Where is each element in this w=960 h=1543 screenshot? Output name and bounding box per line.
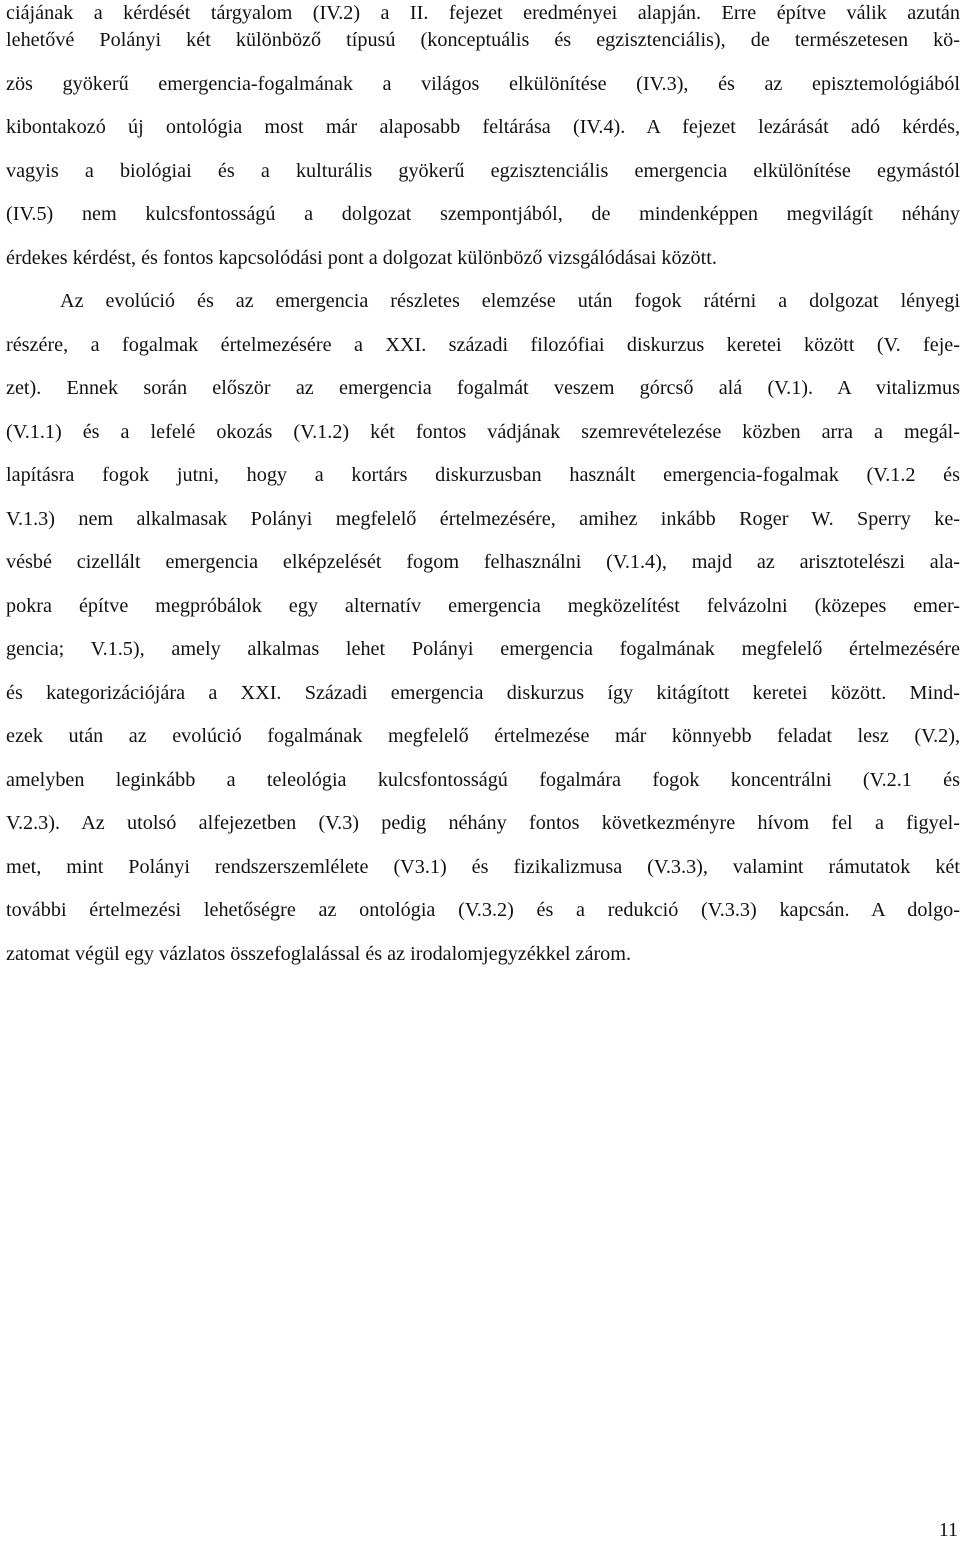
text-line: érdekes kérdést, és fontos kapcsolódási pont a dolgozat különböző vizsgálódásai között. (6, 246, 717, 269)
text-line: amelyben leginkább a teleológia kulcsfontosságú fogalmára fogok koncentrálni (V.2.1 és (6, 768, 960, 791)
body-text (6, 0, 960, 984)
text-line: (IV.5) nem kulcsfontosságú a dolgozat szempontjából, de mindenképpen megvilágít néhány (6, 203, 960, 225)
text-line: és kategorizációjára a XXI. Századi emergencia diskurzus így kitágított keretei között. Mind- (6, 681, 960, 704)
text-line: ezek után az evolúció fogalmának megfelelő értelmezése már könnyebb feladat lesz (V.2), (6, 725, 960, 747)
text-line: Az evolúció és az emergencia részletes elemzése után fogok rátérni a dolgozat lényegi (60, 290, 960, 312)
text-line: pokra építve megpróbálok egy alternatív emergencia megközelítést felvázolni (közepes emer- (6, 594, 960, 617)
text-line: vagyis a biológiai és a kulturális gyökerű egzisztenciális emergencia elkülönítése egymástól (6, 159, 960, 182)
text-line: gencia; V.1.5), amely alkalmas lehet Polányi emergencia fogalmának megfelelő értelmezésére (6, 638, 960, 660)
text-line: zatomat végül egy vázlatos összefoglalással és az irodalomjegyzékkel zárom. (6, 942, 632, 965)
text-line: met, mint Polányi rendszerszemlélete (V3.1) és fizikalizmusa (V.3.3), valamint rámutatok két (6, 855, 960, 878)
text-line: (V.1.1) és a lefelé okozás (V.1.2) két fontos vádjának szemrevételezése közben arra a megál- (6, 420, 960, 443)
text-line: zet). Ennek során először az emergencia fogalmát veszem górcső alá (V.1). A vitalizmus (6, 377, 960, 399)
text-line: zös gyökerű emergencia-fogalmának a világos elkülönítése (IV.3), és az episztemológiából (6, 72, 960, 95)
text-line: további értelmezési lehetőségre az ontológia (V.3.2) és a redukció (V.3.3) kapcsán. A dolgo- (6, 899, 960, 921)
text-line: lehetővé Polányi két különböző típusú (konceptuális és egzisztenciális), de természetesen kö- (6, 29, 960, 51)
text-line: V.2.3). Az utolsó alfejezetben (V.3) pedig néhány fontos következményre hívom fel a figyel- (6, 812, 960, 834)
text-line: V.1.3) nem alkalmasak Polányi megfelelő értelmezésére, amihez inkább Roger W. Sperry ke- (6, 507, 960, 530)
text-line: részére, a fogalmak értelmezésére a XXI. századi filozófiai diskurzus keretei között (V. feje- (6, 333, 960, 356)
text-line: vésbé cizellált emergencia elképzelését fogom felhasználni (V.1.4), majd az arisztotelészi ala- (6, 551, 960, 573)
page-number: 11 (938, 1519, 958, 1541)
text-line: ciájának a kérdését tárgyalom (IV.2) a II. fejezet eredményei alapján. Erre építve válik azután (6, 2, 960, 24)
text-line: lapításra fogok jutni, hogy a kortárs diskurzusban használt emergencia-fogalmak (V.1.2 és (6, 464, 960, 486)
text-line: kibontakozó új ontológia most már alaposabb feltárása (IV.4). A fejezet lezárását adó kérdés, (6, 116, 960, 138)
